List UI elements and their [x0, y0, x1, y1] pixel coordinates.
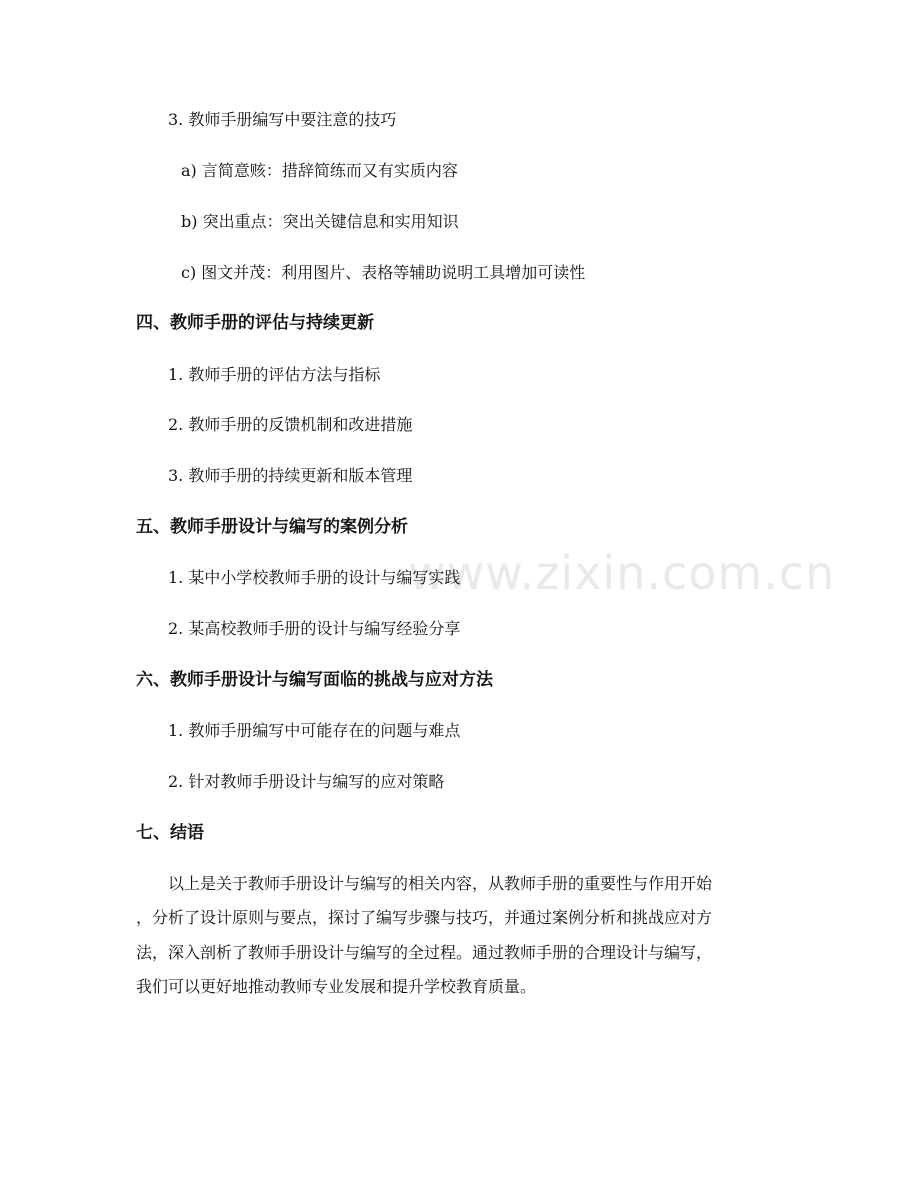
section5-item-1: 1. 某中小学校教师手册的设计与编写实践: [168, 568, 461, 587]
list-item-b: b) 突出重点：突出关键信息和实用知识: [181, 212, 459, 231]
section5-item-2: 2. 某高校教师手册的设计与编写经验分享: [168, 619, 461, 638]
section4-heading: 四、教师手册的评估与持续更新: [136, 313, 374, 333]
list-item-a: a) 言简意赅：措辞简练而又有实质内容: [181, 161, 458, 180]
conclusion-line-4: 我们可以更好地推动教师专业发展和提升学校教育质量。: [136, 977, 537, 996]
section3-tips-title: 3. 教师手册编写中要注意的技巧: [168, 110, 397, 129]
section5-heading: 五、教师手册设计与编写的案例分析: [136, 517, 408, 537]
section7-heading: 七、结语: [136, 823, 204, 843]
conclusion-line-2: ，分析了设计原则与要点，探讨了编写步骤与技巧，并通过案例分析和挑战应对方: [136, 908, 713, 927]
section4-item-1: 1. 教师手册的评估方法与指标: [168, 365, 381, 384]
section4-item-2: 2. 教师手册的反馈机制和改进措施: [168, 415, 413, 434]
conclusion-line-1: 以上是关于教师手册设计与编写的相关内容，从教师手册的重要性与作用开始: [168, 874, 713, 893]
section6-heading: 六、教师手册设计与编写面临的挑战与应对方法: [136, 670, 493, 690]
section4-item-3: 3. 教师手册的持续更新和版本管理: [168, 466, 413, 485]
section6-item-2: 2. 针对教师手册设计与编写的应对策略: [168, 772, 445, 791]
section6-item-1: 1. 教师手册编写中可能存在的问题与难点: [168, 721, 461, 740]
watermark: www.zixin.com.cn: [408, 546, 836, 600]
list-item-c: c) 图文并茂：利用图片、表格等辅助说明工具增加可读性: [181, 263, 586, 282]
conclusion-line-3: 法，深入剖析了教师手册设计与编写的全过程。通过教师手册的合理设计与编写，: [136, 943, 713, 962]
